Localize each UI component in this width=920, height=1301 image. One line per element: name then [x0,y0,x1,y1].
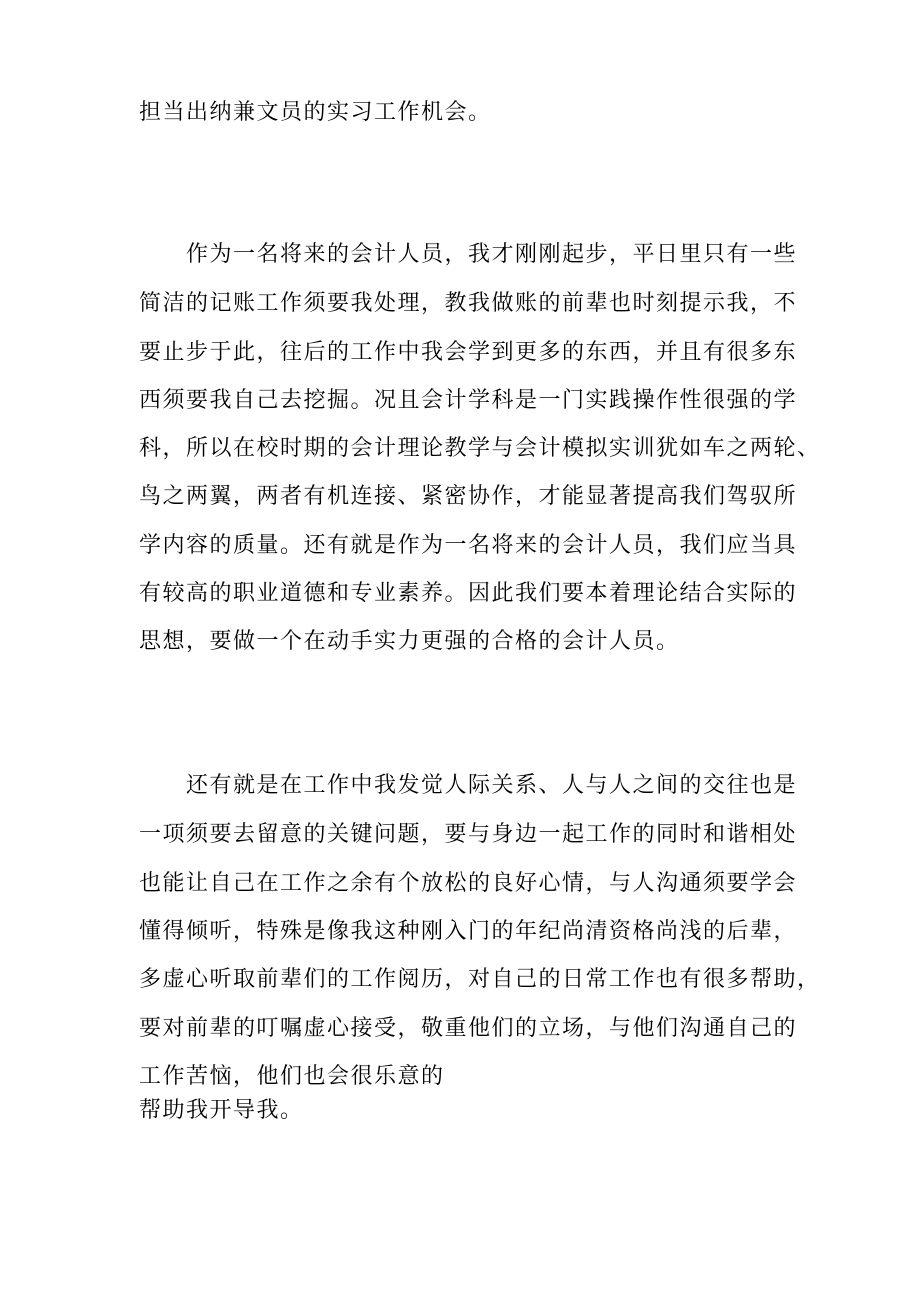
paragraph-2-line-4: 西须要我自己去挖掘。况且会计学科是一门实践操作性很强的学 [139,388,798,413]
paragraph-3-line-1: 还有就是在工作中我发觉人际关系、人与人之间的交往也是 [186,773,798,798]
paragraph-3-line-6: 要对前辈的叮嘱虚心接受，敬重他们的立场，与他们沟通自己的 [139,1016,798,1041]
paragraph-3-line-3: 也能让自己在工作之余有个放松的良好心情，与人沟通须要学会 [139,871,798,896]
paragraph-2-line-9: 思想，要做一个在动手实力更强的合格的会计人员。 [139,629,680,654]
paragraph-2-line-5: 科，所以在校时期的会计理论教学与会计模拟实训犹如车之两轮、 [139,436,821,461]
paragraph-2-line-7: 学内容的质量。还有就是作为一名将来的会计人员，我们应当具 [139,533,798,558]
paragraph-1-line-1: 担当出纳兼文员的实习工作机会。 [139,100,492,125]
paragraph-3-line-8: 帮助我开导我。 [139,1098,304,1123]
paragraph-2-line-8: 有较高的职业道德和专业素养。因此我们要本着理论结合实际的 [139,581,798,606]
paragraph-2-line-6: 鸟之两翼，两者有机连接、紧密协作，才能显著提高我们驾驭所 [139,484,798,509]
paragraph-3-line-2: 一项须要去留意的关键问题，要与身边一起工作的同时和谐相处 [139,822,798,847]
paragraph-3-line-4: 懂得倾听，特殊是像我这种刚入门的年纪尚清资格尚浅的后辈， [139,919,798,944]
paragraph-3-line-7: 工作苦恼，他们也会很乐意的 [139,1064,445,1089]
paragraph-3-line-5: 多虚心听取前辈们的工作阅历，对自己的日常工作也有很多帮助， [139,967,821,992]
paragraph-2-line-3: 要止步于此，往后的工作中我会学到更多的东西，并且有很多东 [139,340,798,365]
paragraph-2-line-2: 简洁的记账工作须要我处理，教我做账的前辈也时刻提示我，不 [139,291,798,316]
paragraph-2-line-1: 作为一名将来的会计人员，我才刚刚起步，平日里只有一些 [186,242,798,267]
